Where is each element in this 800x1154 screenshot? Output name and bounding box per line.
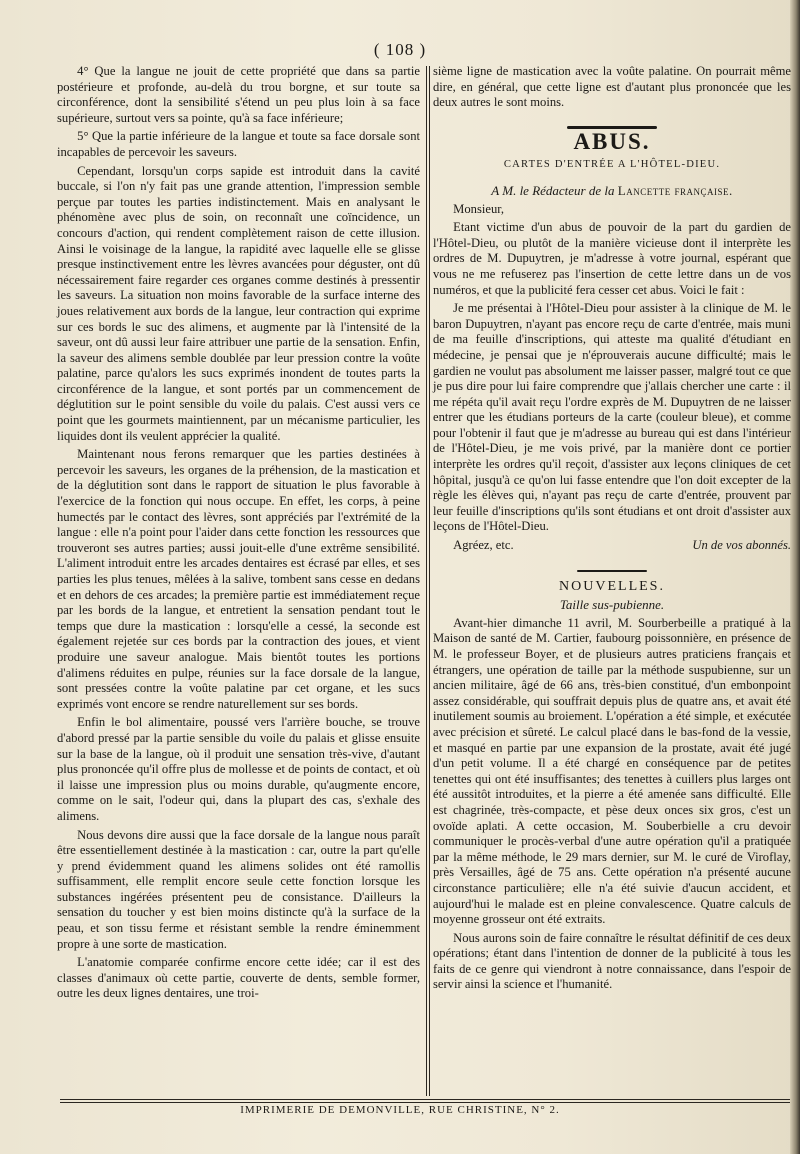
paragraph: Cependant, lorsqu'un corps sapide est introduit dans la cavité buccale, si l'on n'y fait pas une grande attention, l'impression semble perçue par toutes les parties indistinctement. Mais en analysant le phénomène avec plus de soin, on reconnaît une coïncidence, un concours d'action, qui rendent complètement raison de cette illusion. Ainsi le voisinage de la langue, la rapidité avec laquelle elle se glisse presque instinctivement entre les lèvres avancées pour déguster, ont dû nécessairement faire regarder ces organes comme destinés à pressentir les saveurs. La situation non moins favorable de la surface interne des joues relativement aux bords de la langue, leur contraction qui exprime sur ces bords le suc des alimens, et augmente par là l'intensité de la saveur, ont dû aussi leur faire attribuer une partie de la sensation. Enfin, la saveur des alimens semble doublée par leur pression contre la voûte palatine, parce qu'alors les sucs exprimés inondent de toutes parts la circonférence de la langue, et sont portés par un commencement de déglutition sur le point sensible du voile du palais. C'est aussi vers ce point que les gourmets maintiennent, par un mécanisme particulier, les liquides dont ils veulent apprécier la qualité. bbox=[57, 163, 420, 443]
paragraph: Etant victime d'un abus de pouvoir de la part du gardien de l'Hôtel-Dieu, ou plutôt de la manière vicieuse dont il interprète les ordres de M. Dupuytren, je m'adresse à votre journal, espérant que vous ne me refuserez pas l'insertion de cette lettre dans un de vos numéros, et que la publicité fera cesser cet abus. Voici le fait : bbox=[433, 220, 791, 297]
right-column bbox=[433, 64, 791, 996]
paragraph: Je me présentai à l'Hôtel-Dieu pour assister à la clinique de M. le baron Dupuytren, n'ayant pas encore reçu de carte d'entrée, mais muni de ma feuille d'inscriptions, qui atteste ma qualité d'étudiant en médecine, je pensai que je n'éprouverais aucune difficulté; mais le gardien ne voulut pas absolument me laisser passer, malgré tout ce que je pus dire pour lui faire comprendre que j'allais chercher une carte : il me répéta qu'il avait reçu l'ordre exprès de M. Dupuytren de ne laisser entrer que les étudians porteurs de la carte (couleur bleue), et comme pour l'obtenir il faut que je m'adresse au bureau qui est dans l'intérieur de l'Hôtel-Dieu, je me vois privé, par la manière dont ce portier interprète les ordres qu'il reçoit, d'assister aux leçons cliniques de cet hôpital, jusqu'à ce qu'on lui fasse entendre que l'on doit excepter de la règle les élèves qui, n'ayant pas reçu de carte d'entrée, prouvent par leur feuille d'inscriptions qu'ils sont étudians et ont droit d'assister aux leçons de l'Hôtel-Dieu. bbox=[433, 301, 791, 534]
journal-name: Lancette française. bbox=[617, 182, 733, 198]
news-title: NOUVELLES. bbox=[559, 578, 665, 594]
paragraph: Enfin le bol alimentaire, poussé vers l'arrière bouche, se trouve d'abord pressé par la partie sensible du voile du palais et glisse ensuite sur la base de la langue, où il produit une sensation très-vive, d'autant plus prononcée qu'il offre plus de mollesse et de points de contact, et où il laisse une impression plus ou moins durable, qu'augmente encore, comme on le sait, l'odeur qui, dans la plupart des cas, s'exhale des alimens. bbox=[57, 715, 420, 823]
ornament-divider bbox=[433, 563, 791, 571]
letter-address bbox=[433, 183, 791, 199]
section-title: ABUS. bbox=[573, 128, 651, 154]
closing: Agréez, etc. bbox=[453, 538, 514, 553]
column-divider bbox=[429, 66, 430, 1096]
paragraph: 5° Que la partie inférieure de la langue et toute sa face dorsale sont incapables de percevoir les saveurs. bbox=[57, 129, 420, 159]
footer-rule bbox=[60, 1102, 790, 1103]
ornament-divider bbox=[433, 120, 791, 128]
paragraph: sième ligne de mastication avec la voûte palatine. On pourrait même dire, en général, que cette ligne est d'autant plus prononcée que les deux autres le sont moins. bbox=[433, 64, 791, 110]
address-prefix: A M. le Rédacteur de la bbox=[491, 182, 615, 198]
salutation: Monsieur, bbox=[453, 201, 505, 216]
imprint: IMPRIMERIE DE DEMONVILLE, RUE CHRISTINE, N° 2. bbox=[240, 1104, 560, 1116]
page-number: ( 108 ) bbox=[373, 40, 427, 59]
footer-rule bbox=[60, 1099, 790, 1100]
paragraph: L'anatomie comparée confirme encore cette idée; car il est des classes d'animaux où cette partie, couverte de dents, semble former, outre les deux lignes dentaires, une troi- bbox=[57, 955, 420, 1001]
column-divider bbox=[426, 66, 427, 1096]
paragraph: 4° Que la langue ne jouit de cette propriété que dans sa partie postérieure et profonde, au-delà du trou borgne, et sur toute sa circonférence, dont la sensibilité s'étend un peu plus loin à sa face supérieure, surtout vers sa pointe, qu'à sa face inférieure; bbox=[57, 64, 420, 125]
paragraph: Avant-hier dimanche 11 avril, M. Sourberbeille a pratiqué à la Maison de santé de M. Cartier, faubourg poissonnière, en présence de M. le professeur Boyer, et de plusieurs autres praticiens français et étrangers, une opération de taille par la méthode suspubienne, sur un ancien militaire, âgé de 66 ans, très-bien constitué, d'un embonpoint assez considérable, qui souffrait depuis plus de quatre ans, et avait été inutilement soumis au broiement. L'opération a été simple, et exécutée avec précision et sûreté. Le calcul placé dans le bas-fond de la vessie, et masqué en partie par une expansion de la prostate, avait été jugé d'un petit volume. Il a été chargé en conséquence par de petites tenettes qui ont été insuffisantes; des tenettes à cuillers plus larges ont été aussitôt introduites, et la pierre a été amenée sans difficulté. Elle est chagrinée, très-compacte, et pèse deux onces six gros, c'est un ovoïde aplati. A cette occasion, M. Souberbielle a cru devoir communiquer le procès-verbal d'une autre opération qu'il a pratiquée par la même méthode, le 29 mars dernier, sur M. le curé de Viroflay, près Versailles, âgé de 75 ans. Cette opération n'a présenté aucune circonstance particulière; elle n'a été suivie d'aucun accident, et aujourd'hui le malade est en pleine convalescence. Quatre calculs de moyenne grosseur ont été extraits. bbox=[433, 615, 791, 927]
letter-signoff bbox=[433, 538, 791, 554]
page-edge-shadow bbox=[790, 0, 800, 1154]
paragraph: Nous aurons soin de faire connaître le résultat définitif de ces deux opérations; étant dans l'intention de donner de la publicité à tous les faits de ce genre qui viendront à notre connaissance, dans l'espoir de servir ainsi la science et l'humanité. bbox=[433, 930, 791, 992]
paragraph: Maintenant nous ferons remarquer que les parties destinées à percevoir les saveurs, les organes de la préhension, de la mastication et de la déglutition sont dans le rapport de situation le plus favorable à l'exercice de la fonction qui nous occupe. En effet, les corps, à peine humectés par le contact des lèvres, sont appréciés par l'extrémité de la langue : elle n'a point pour l'aider dans cette fonction les ressources que trouveront ses autres parties; aussi jouit-elle d'une extrême sensibilité. L'aliment introduit entre les arcades dentaires est écrasé par elles, et ses parties les plus tenues, mêlées à la salive, tombent sans cesse en dedans et en dehors de ces arcades; la première partie est immédiatement reçue par les bords de la langue, et entretient la sensation pendant tout le temps que dure la mastication : lorsqu'elle a cessé, la seconde est également rejetée sur ces bords par la contraction des joues, et vient produire une saveur analogue. Mais bientôt toutes les portions d'alimens réduites en pulpe, réunies sur la face dorsale de la langue, sont pressées contre la voûte palatine par cet organe, et les sucs exprimés vont encore se rendre naturellement sur ses bords. bbox=[57, 447, 420, 711]
section-subtitle: CARTES D'ENTRÉE A L'HÔTEL-DIEU. bbox=[503, 159, 721, 171]
signature: Un de vos abonnés. bbox=[692, 538, 791, 553]
news-subtitle: Taille sus-pubienne. bbox=[559, 597, 665, 613]
left-column bbox=[57, 64, 420, 1005]
paragraph: Nous devons dire aussi que la face dorsale de la langue nous paraît être essentiellement destinée à la mastication : car, outre la part qu'elle y prend évidemment quand les alimens solides ont été ramollis suffisamment, elle remplit encore seule cette fonction lorsque les substances ingérées présentent peu de consistance. D'ailleurs la sensation du toucher y est bien moins distincte qu'à la surface de la peau, et son tissu ferme et résistant semble la rendre éminemment propre à une sorte de mastication. bbox=[57, 827, 420, 951]
